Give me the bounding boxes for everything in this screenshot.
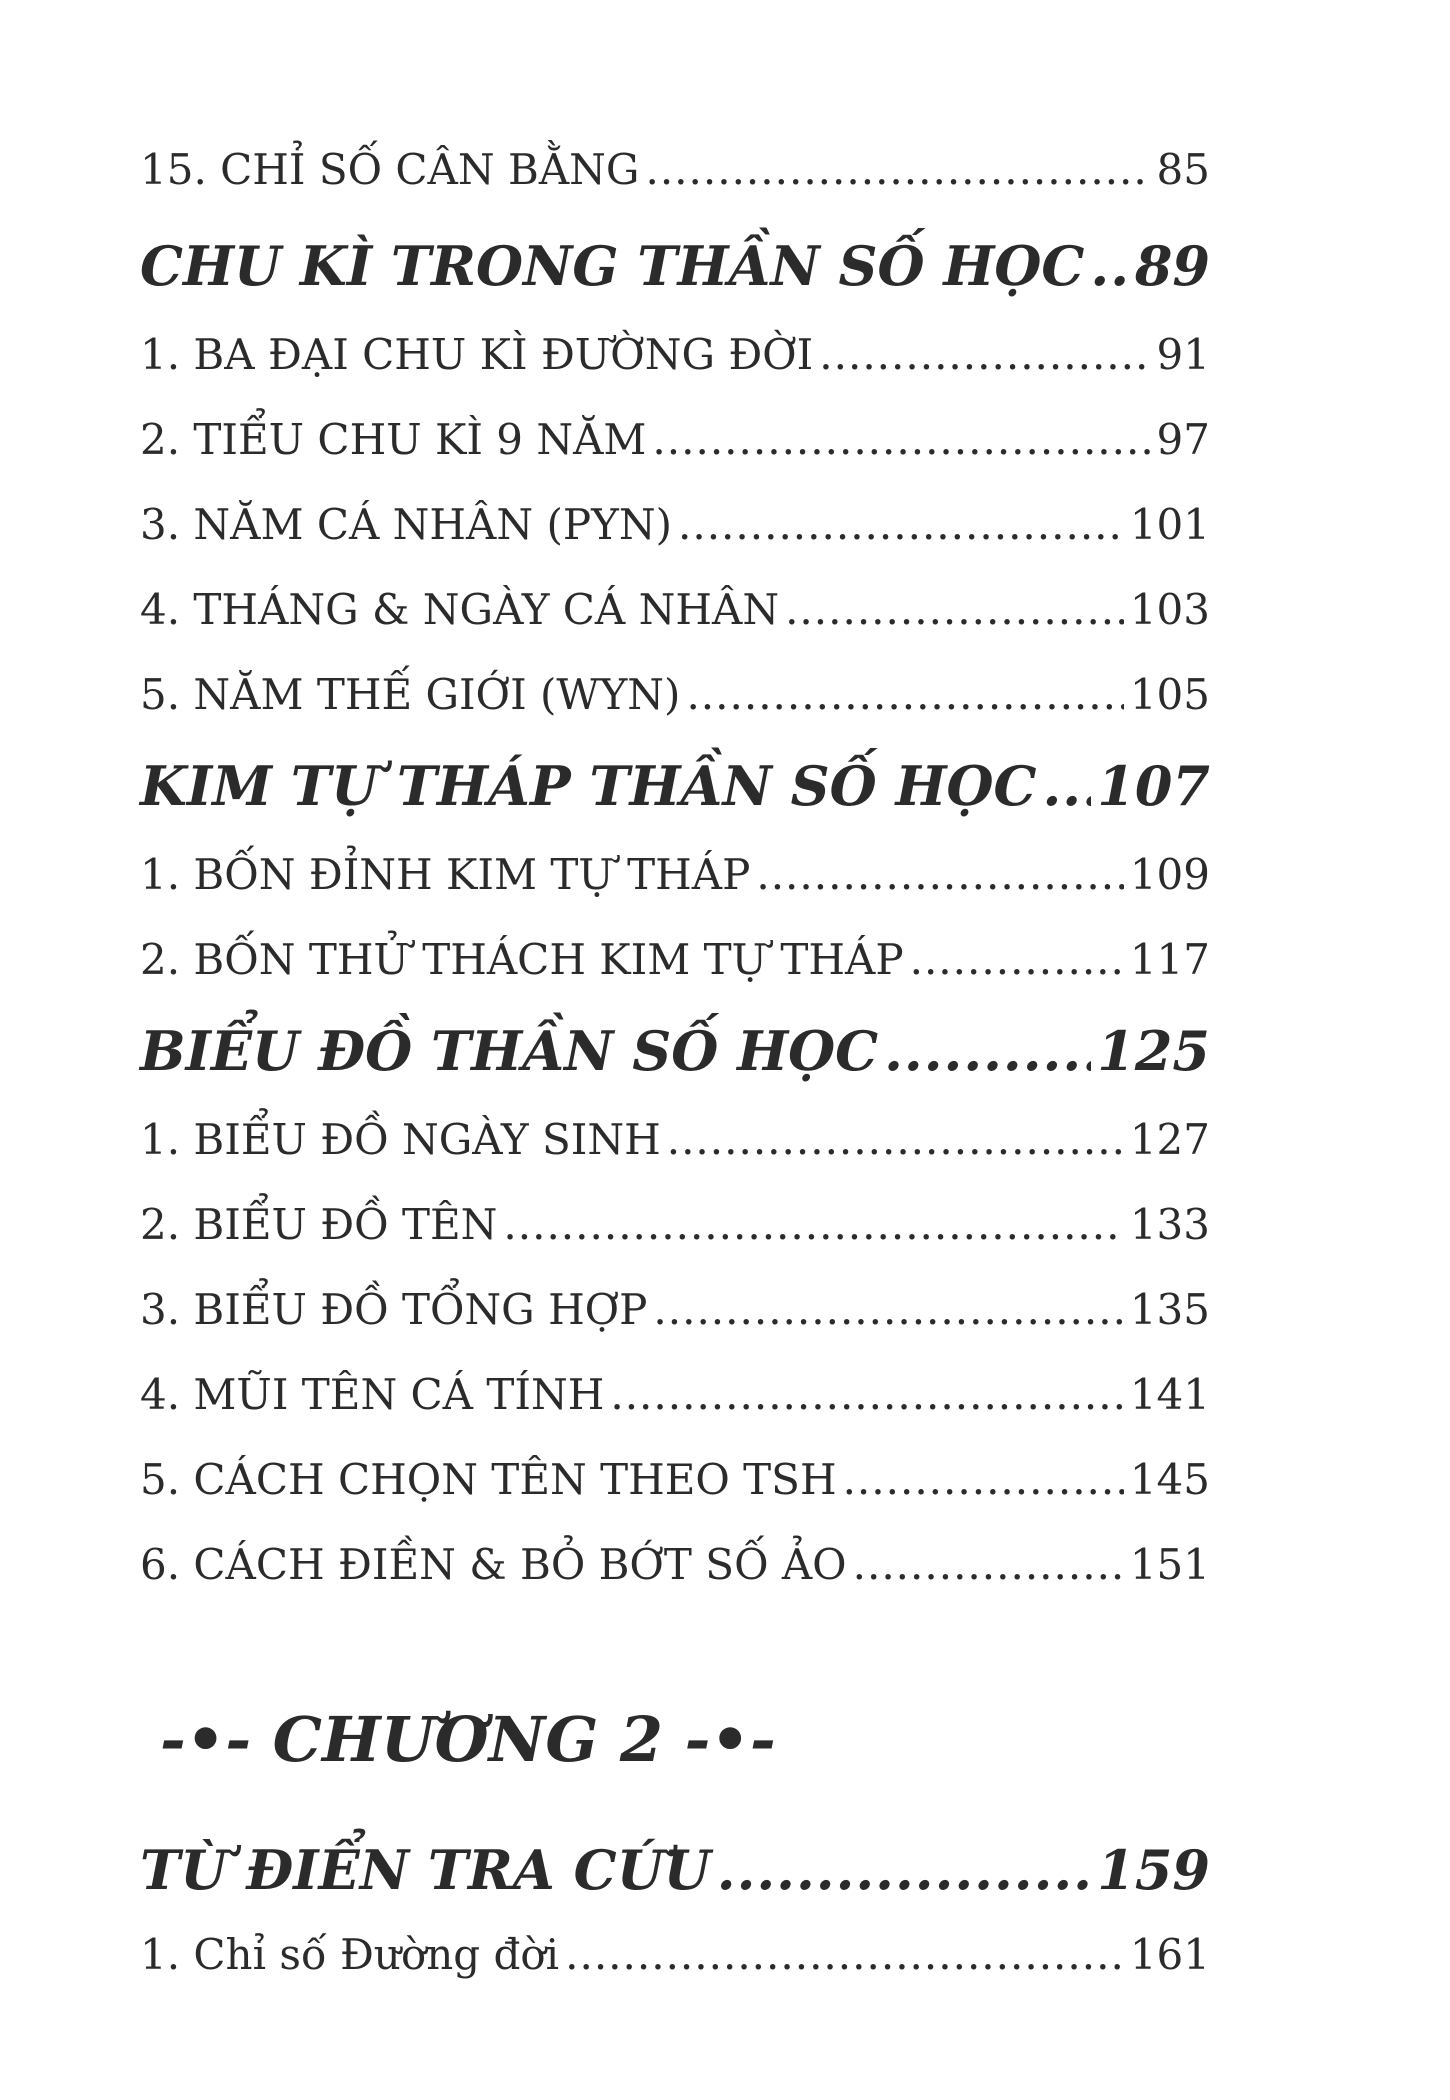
chapter-heading: -•- CHƯƠNG 2 -•- xyxy=(160,1703,776,1776)
toc-page-number: 133 xyxy=(1129,1200,1210,1249)
toc-entry-nam-ca-nhan xyxy=(140,495,1210,555)
dot-leader xyxy=(565,1925,1124,1985)
toc-section-label: CHU KÌ TRONG THẦN SỐ HỌC xyxy=(140,234,1085,298)
toc-entry-label: 4. THÁNG & NGÀY CÁ NHÂN xyxy=(140,585,780,634)
toc-entry-chi-so-duong-doi xyxy=(140,1925,1210,1985)
dot-leader xyxy=(1042,748,1091,824)
toc-page-number: 101 xyxy=(1129,500,1210,549)
toc-entry-label: 6. CÁCH ĐIỀN & BỎ BỚT SỐ ẢO xyxy=(140,1540,847,1589)
toc-page-number: 135 xyxy=(1129,1285,1210,1334)
toc-entry-label: 1. Chỉ số Đường đời xyxy=(140,1930,560,1979)
toc-entry-bon-dinh xyxy=(140,845,1210,905)
toc-page-number: 159 xyxy=(1097,1838,1210,1902)
toc-section-kim-tu-thap xyxy=(140,748,1210,824)
toc-section-label: TỪ ĐIỂN TRA CỨU xyxy=(140,1838,711,1902)
toc-entry-label: 1. BA ĐẠI CHU KÌ ĐƯỜNG ĐỜI xyxy=(140,330,814,379)
dot-leader xyxy=(853,1535,1124,1595)
toc-section-chu-ki xyxy=(140,228,1210,304)
toc-entry-label: 5. NĂM THẾ GIỚI (WYN) xyxy=(140,670,681,719)
toc-page-number: 107 xyxy=(1097,754,1210,818)
toc-entry-bieu-do-tong-hop xyxy=(140,1280,1210,1340)
toc-entry-label: 15. CHỈ SỐ CÂN BẰNG xyxy=(140,145,640,194)
toc-page-number: 161 xyxy=(1129,1930,1210,1979)
toc-entry-thang-ngay xyxy=(140,580,1210,640)
toc-page-number: 89 xyxy=(1134,234,1210,298)
toc-page-number: 151 xyxy=(1129,1540,1210,1589)
toc-page-number: 125 xyxy=(1097,1019,1210,1083)
toc-section-label: BIỂU ĐỒ THẦN SỐ HỌC xyxy=(140,1019,879,1083)
toc-entry-label: 5. CÁCH CHỌN TÊN THEO TSH xyxy=(140,1455,837,1504)
dot-leader xyxy=(1090,228,1128,304)
dot-leader xyxy=(884,1013,1091,1089)
toc-section-bieu-do xyxy=(140,1013,1210,1089)
toc-entry-mui-ten xyxy=(140,1365,1210,1425)
toc-page-number: 117 xyxy=(1129,935,1210,984)
toc-page-number: 105 xyxy=(1129,670,1210,719)
toc-section-label: KIM TỰ THÁP THẦN SỐ HỌC xyxy=(140,754,1037,818)
toc-page-number: 85 xyxy=(1156,145,1210,194)
table-of-contents xyxy=(140,0,1210,2100)
toc-entry-ba-dai-chu-ki xyxy=(140,325,1210,385)
toc-entry-label: 4. MŨI TÊN CÁ TÍNH xyxy=(140,1370,605,1419)
toc-section-tu-dien xyxy=(140,1832,1210,1908)
toc-entry-tieu-chu-ki xyxy=(140,410,1210,470)
toc-entry-label: 1. BIỂU ĐỒ NGÀY SINH xyxy=(140,1115,661,1164)
toc-page-number: 109 xyxy=(1129,850,1210,899)
toc-page-number: 97 xyxy=(1156,415,1210,464)
dot-leader xyxy=(610,1365,1123,1425)
dot-leader xyxy=(652,410,1150,470)
dot-leader xyxy=(843,1450,1124,1510)
toc-page-number: 141 xyxy=(1129,1370,1210,1419)
dot-leader xyxy=(717,1832,1091,1908)
toc-entry-label: 3. NĂM CÁ NHÂN (PYN) xyxy=(140,500,672,549)
dot-leader xyxy=(667,1110,1124,1170)
dot-leader xyxy=(645,140,1150,200)
toc-entry-label: 2. BỐN THỬ THÁCH KIM TỰ THÁP xyxy=(140,935,904,984)
toc-entry-label: 2. TIỂU CHU KÌ 9 NĂM xyxy=(140,415,647,464)
toc-entry-can-bang xyxy=(140,140,1210,200)
toc-page-number: 127 xyxy=(1129,1115,1210,1164)
toc-page-number: 91 xyxy=(1156,330,1210,379)
dot-leader xyxy=(910,930,1124,990)
toc-entry-label: 3. BIỂU ĐỒ TỔNG HỢP xyxy=(140,1285,648,1334)
dot-leader xyxy=(503,1195,1123,1255)
toc-entry-label: 2. BIỂU ĐỒ TÊN xyxy=(140,1200,498,1249)
dot-leader xyxy=(756,845,1123,905)
dot-leader xyxy=(653,1280,1123,1340)
dot-leader xyxy=(785,580,1124,640)
toc-entry-chon-ten xyxy=(140,1450,1210,1510)
toc-page-number: 103 xyxy=(1129,585,1210,634)
toc-entry-dien-bo-so-ao xyxy=(140,1535,1210,1595)
toc-entry-label: 1. BỐN ĐỈNH KIM TỰ THÁP xyxy=(140,850,751,899)
toc-entry-bieu-do-ngay-sinh xyxy=(140,1110,1210,1170)
toc-entry-nam-the-gioi xyxy=(140,665,1210,725)
toc-entry-bieu-do-ten xyxy=(140,1195,1210,1255)
dot-leader xyxy=(819,325,1150,385)
dot-leader xyxy=(686,665,1123,725)
toc-entry-bon-thu-thach xyxy=(140,930,1210,990)
dot-leader xyxy=(678,495,1124,555)
toc-page-number: 145 xyxy=(1129,1455,1210,1504)
